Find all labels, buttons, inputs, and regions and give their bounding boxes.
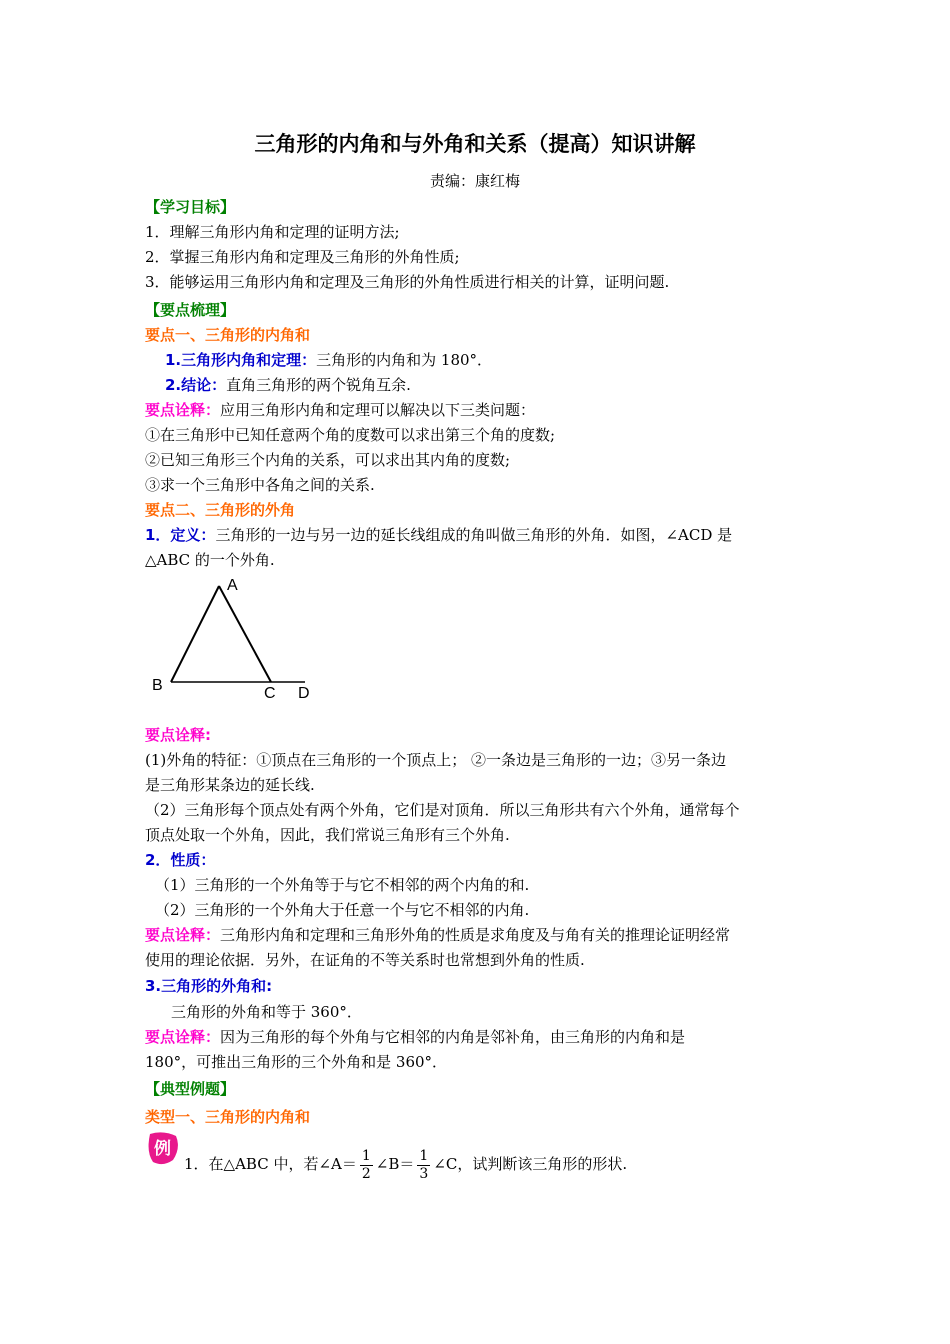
goal-item: 2．掌握三角形内角和定理及三角形的外角性质; [145, 248, 460, 266]
note1-item: ①在三角形中已知任意两个角的度数可以求出第三个角的度数; [145, 426, 556, 444]
triangle-figure [145, 572, 320, 707]
label-c: C [264, 685, 276, 702]
author-line: 责编：康红梅 [429, 172, 520, 190]
conclusion-label: 2.结论： [165, 376, 227, 394]
note2-label: 要点诠释: [145, 726, 211, 744]
note1-text: 应用三角形内角和定理可以解决以下三类问题： [220, 401, 536, 419]
note4-line-2: 180°，可推出三角形的三个外角和是 360°． [145, 1053, 448, 1071]
note1-label: 要点诠释： [145, 401, 221, 419]
note4-text: 因为三角形的每个外角与它相邻的内角是邻补角，由三角形的内角和是 [220, 1028, 686, 1046]
note3-text: 三角形内角和定理和三角形外角的性质是求角度及与角有关的推理论证明经常 [220, 926, 731, 944]
note1-item: ③求一个三角形中各角之间的关系. [145, 476, 375, 494]
theorem-label: 1.三角形内角和定理： [165, 351, 317, 369]
example-1-mid: ∠B＝ [375, 1155, 415, 1173]
theorem-line [165, 350, 830, 370]
example-1-suffix: ∠C，试判断该三角形的形状. [433, 1155, 628, 1173]
examples-header: 【典型例题】 [145, 1080, 236, 1098]
note2-line: 是三角形某条边的延长线. [145, 776, 315, 794]
note3-label: 要点诠释： [145, 926, 221, 944]
goals-header: 【学习目标】 [145, 198, 236, 216]
example-1-prefix: 1．在△ABC 中，若∠A＝ [184, 1155, 357, 1173]
fraction-1-den: 2 [361, 1165, 371, 1182]
definition-line-2: △ABC 的一个外角. [145, 551, 275, 569]
property-label: 2．性质： [145, 851, 216, 869]
fraction-2 [417, 1148, 430, 1183]
page-title: 三角形的内角和与外角和关系（提高）知识讲解 [254, 132, 696, 156]
note4-line [145, 1027, 810, 1047]
property-item: （1）三角形的一个外角等于与它不相邻的两个内角的和. [155, 876, 530, 894]
example-badge-icon [145, 1130, 181, 1168]
side-ac [219, 586, 271, 682]
note2-line: (1)外角的特征：①顶点在三角形的一个顶点上； ②一条边是三角形的一边；③另一条边 [145, 751, 727, 769]
definition-text: 三角形的一边与另一边的延长线组成的角叫做三角形的外角．如图，∠ACD 是 [215, 526, 733, 544]
conclusion-text: 直角三角形的两个锐角互余. [226, 376, 411, 394]
goal-item: 1．理解三角形内角和定理的证明方法; [145, 223, 400, 241]
note1-line [145, 400, 810, 420]
label-d: D [298, 685, 310, 702]
example-badge-text: 例 [154, 1139, 171, 1159]
point2-header: 要点二、三角形的外角 [145, 501, 296, 519]
property-item: （2）三角形的一个外角大于任意一个与它不相邻的内角. [155, 901, 530, 919]
label-b: B [152, 677, 163, 694]
note3-line-2: 使用的理论依据．另外，在证角的不等关系时也常想到外角的性质. [145, 951, 585, 969]
goal-item: 3．能够运用三角形内角和定理及三角形的外角性质进行相关的计算，证明问题. [145, 273, 670, 291]
fraction-1-num: 1 [361, 1147, 371, 1164]
exterior-sum-text: 三角形的外角和等于 360°． [171, 1003, 362, 1021]
fraction-2-den: 3 [419, 1165, 429, 1182]
example-1 [184, 1144, 849, 1184]
note1-item: ②已知三角形三个内角的关系，可以求出其内角的度数; [145, 451, 511, 469]
exterior-sum-label: 3.三角形的外角和: [145, 977, 273, 995]
theorem-text: 三角形的内角和为 180°． [316, 351, 493, 369]
point1-header: 要点一、三角形的内角和 [145, 326, 311, 344]
note3-line [145, 925, 810, 945]
conclusion-line [165, 375, 830, 395]
definition-line [145, 525, 810, 545]
points-header: 【要点梳理】 [145, 301, 236, 319]
note2-line: 顶点处取一个外角，因此，我们常说三角形有三个外角. [145, 826, 510, 844]
side-ab [171, 586, 219, 682]
fraction-1 [360, 1148, 373, 1183]
type1-header: 类型一、三角形的内角和 [145, 1108, 311, 1126]
label-a: A [227, 577, 238, 594]
definition-label: 1．定义： [145, 526, 216, 544]
note2-line: （2）三角形每个顶点处有两个外角，它们是对顶角．所以三角形共有六个外角，通常每个 [145, 801, 740, 819]
note4-label: 要点诠释： [145, 1028, 221, 1046]
fraction-2-num: 1 [419, 1147, 429, 1164]
